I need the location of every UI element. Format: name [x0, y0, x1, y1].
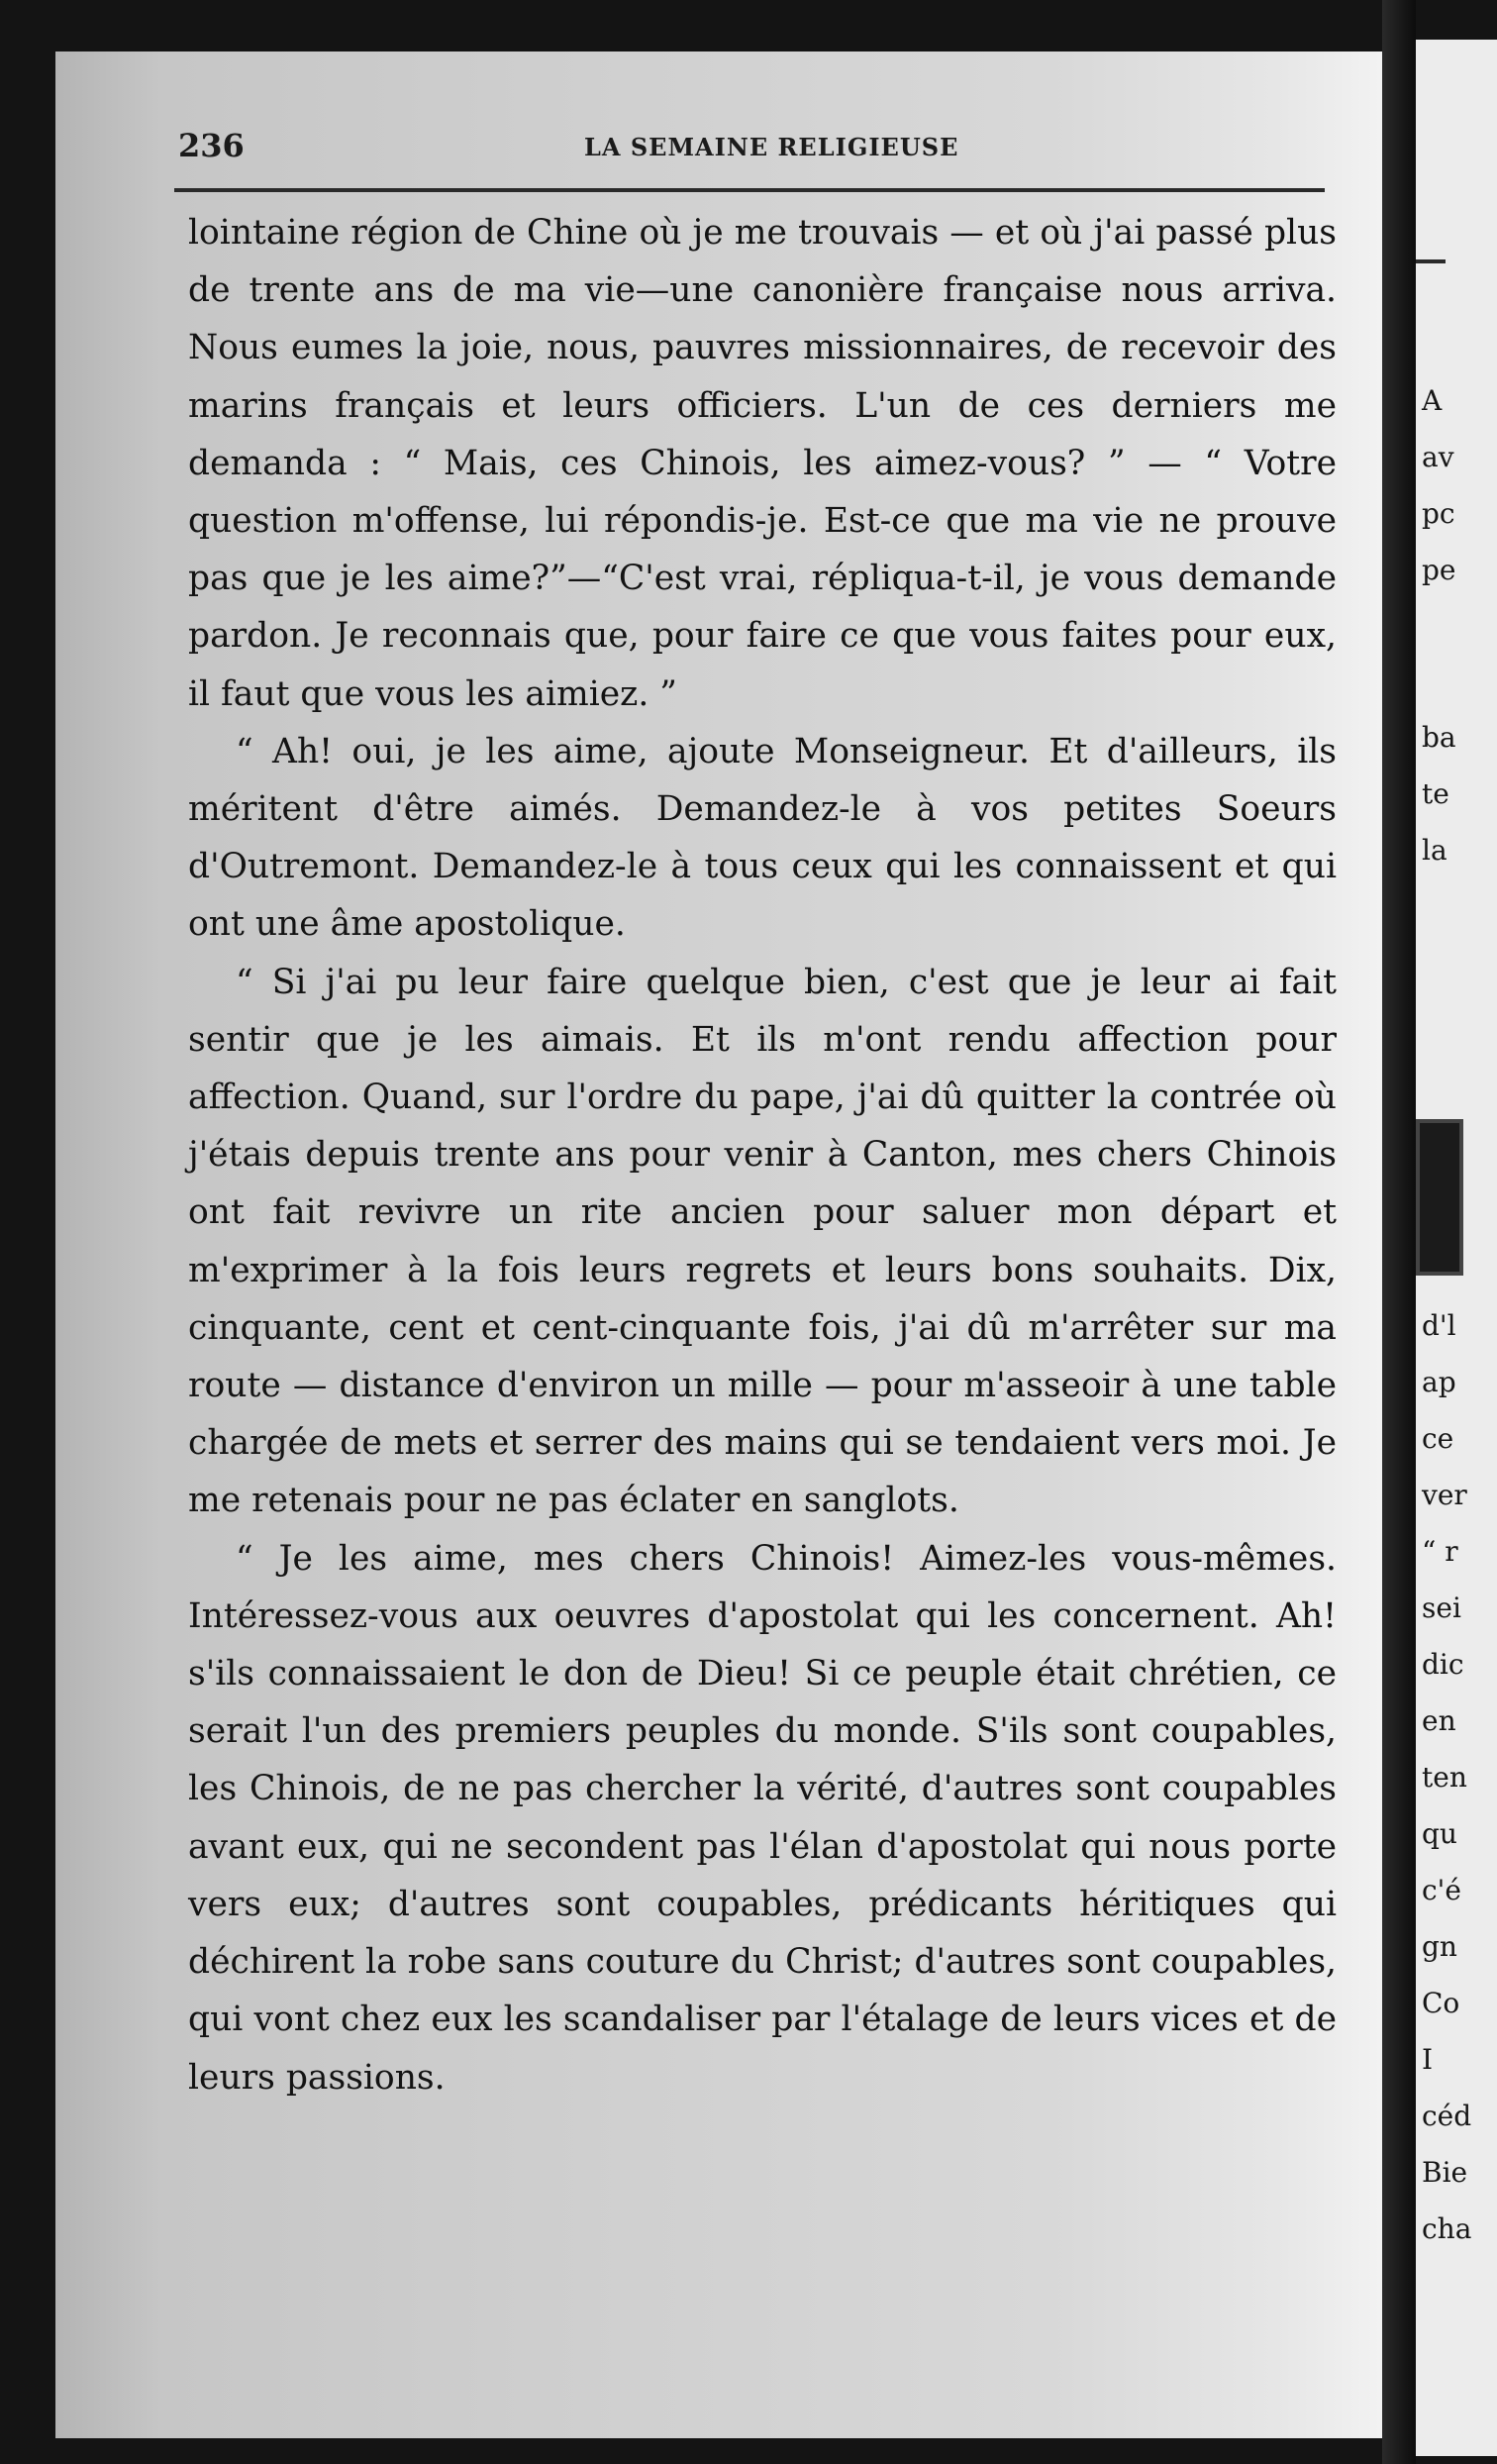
header-rule: [174, 188, 1325, 192]
facing-page-fragment: ver: [1422, 1479, 1467, 1511]
facing-page-edge: [1416, 40, 1497, 2456]
facing-page-fragment: gn: [1422, 1930, 1457, 1963]
paragraph: lointaine région de Chine où je me trouvais — et où j'ai passé plus de trente ans de ma vie—une canonière française nous arriva. Nous eumes la joie, nous, pauvres missionnaires, de recevoir des marins français et leurs officiers. L'un de ces derniers me demanda : “ Mais, ces Chinois, les aimez-vous? ” — “ Votre question m'offense, lui répondis-je. Est-ce que ma vie ne prouve pas que je les aime?”—“C'est vrai, répliqua-t-il, je vous demande pardon. Je reconnais que, pour faire ce que vous faites pour eux, il faut que vous les aimiez. ”: [188, 213, 1337, 714]
facing-page-fragment: Bie: [1422, 2156, 1468, 2189]
running-header: [178, 127, 1327, 176]
paragraph: “ Je les aime, mes chers Chinois! Aimez-les vous-mêmes. Intéressez-vous aux oeuvres d'apostolat qui les concernent. Ah! s'ils connaissaient le don de Dieu! Si ce peuple était chrétien, ce serait l'un des premiers peuples du monde. S'ils sont coupables, les Chinois, de ne pas chercher la vérité, d'autres sont coupables avant eux, qui ne secondent pas l'élan d'apostolat qui nous porte vers eux; d'autres sont coupables, prédicants héritiques qui déchirent la robe sans couture du Christ; d'autres sont coupables, qui vont chez eux les scandaliser par l'étalage de leurs vices et de leurs passions.: [188, 1538, 1337, 2098]
facing-page-fragment: “ r: [1422, 1535, 1458, 1568]
facing-page-fragment: A: [1422, 384, 1443, 417]
page-number: 236: [178, 127, 245, 164]
facing-page-fragment: d'l: [1422, 1309, 1456, 1342]
facing-page-drop-cap: [1416, 1119, 1463, 1276]
facing-page-fragment: ba: [1422, 721, 1456, 754]
facing-page-fragment: te: [1422, 777, 1449, 810]
facing-page-fragment: pe: [1422, 554, 1456, 586]
facing-page-fragment: pc: [1422, 497, 1455, 530]
facing-page-fragment: c'é: [1422, 1874, 1461, 1906]
paragraph: “ Si j'ai pu leur faire quelque bien, c'est que je leur ai fait sentir que je les aimais. Et ils m'ont rendu affection pour affection. Quand, sur l'ordre du pape, j'ai dû quitter la contrée où j'étais depuis trente ans pour venir à Canton, mes chers Chinois ont fait revivre un rite ancien pour saluer mon départ et m'exprimer à la fois leurs regrets et leurs bons souhaits. Dix, cinquante, cent et cent-cinquante fois, j'ai dû m'arrêter sur ma route — distance d'environ un mille — pour m'asseoir à une table chargée de mets et serrer des mains qui se tendaient vers moi. Je me retenais pour ne pas éclater en sanglots.: [188, 962, 1337, 1521]
facing-page-rule: [1416, 259, 1446, 263]
facing-page-fragment: ten: [1422, 1761, 1467, 1794]
facing-page-fragment: cha: [1422, 2212, 1472, 2245]
facing-page-fragment: ap: [1422, 1366, 1456, 1398]
facing-page-fragment: en: [1422, 1704, 1456, 1737]
paragraph: “ Ah! oui, je les aime, ajoute Monseigneur. Et d'ailleurs, ils méritent d'être aimés. Demandez-le à vos petites Soeurs d'Outremont. Demandez-le à tous ceux qui les connaissent et qui ont une âme apostolique.: [188, 731, 1337, 945]
facing-page-fragment: sei: [1422, 1591, 1461, 1624]
book-gutter: [1382, 0, 1416, 2464]
running-title: LA SEMAINE RELIGIEUSE: [584, 133, 959, 161]
facing-page-fragment: I: [1422, 2043, 1434, 2076]
body-text: [188, 204, 1337, 2106]
facing-page-fragment: av: [1422, 441, 1454, 473]
facing-page-fragment: Co: [1422, 1987, 1460, 2019]
facing-page-fragment: qu: [1422, 1817, 1457, 1850]
facing-page-fragment: céd: [1422, 2100, 1472, 2132]
facing-page-fragment: dic: [1422, 1648, 1464, 1681]
facing-page-fragment: ce: [1422, 1422, 1454, 1455]
facing-page-fragment: la: [1422, 834, 1447, 867]
